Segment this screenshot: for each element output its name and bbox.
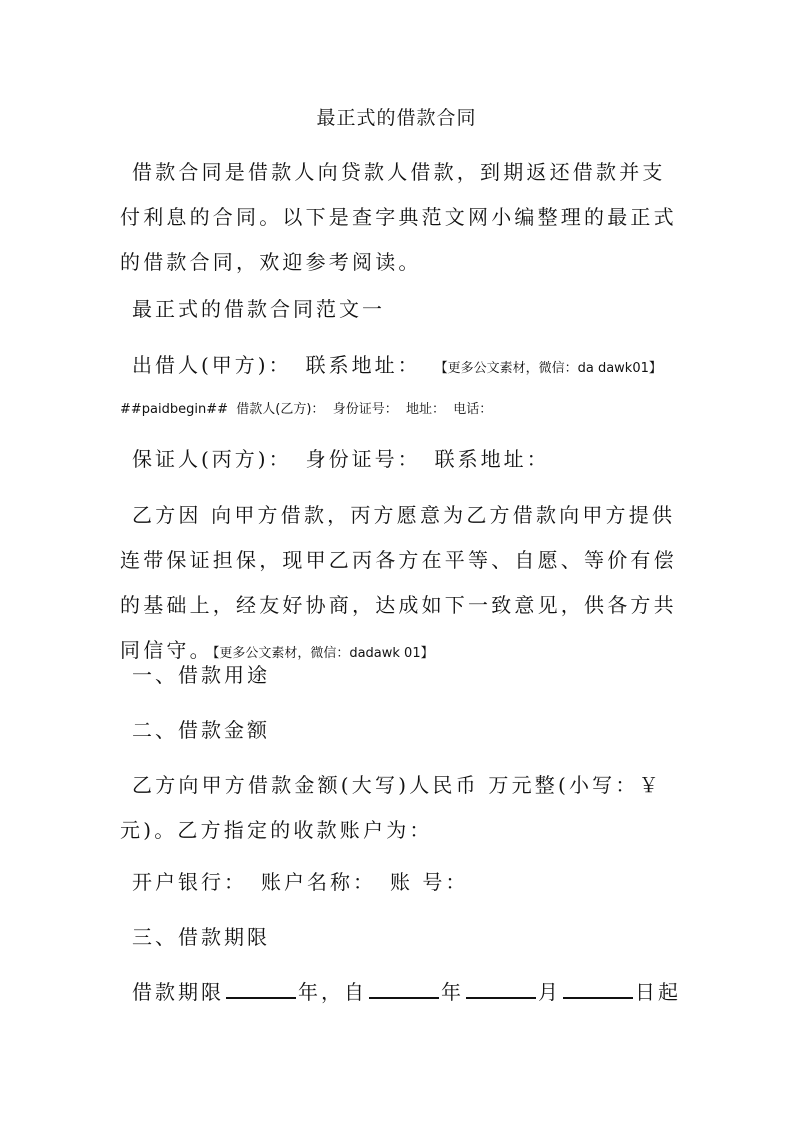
agreement-paragraph [120, 493, 680, 673]
intro-paragraph: 借款合同是借款人向贷款人借款，到期返还借款并支付利息的合同。以下是查字典范文网小编整理的最正式的借款合同，欢迎参考阅读。 [120, 160, 677, 274]
promo-note-2: 【更多公文素材，微信：dadawk 01】 [212, 646, 434, 661]
term-year2: 年 [441, 980, 464, 1004]
account-name-label: 账户名称： [261, 870, 376, 894]
bank-label: 开户银行： [132, 870, 247, 894]
borrower-label: 借款人(乙方)： [236, 402, 325, 417]
start-month-blank[interactable] [466, 977, 536, 999]
promo-note-1: 【更多公文素材，微信：da dawk01】 [434, 361, 662, 376]
borrower-line [120, 400, 680, 420]
clause-1-heading: 一、借款用途 [132, 663, 270, 687]
document-title: 最正式的借款合同 [316, 107, 477, 129]
lender-address-label: 联系地址： [305, 353, 421, 377]
agreement-text: 乙方因 向甲方借款，丙方愿意为乙方借款向甲方提供连带保证担保，现甲乙丙各方在平等、自愿、等价有偿的基础上，经友好协商，达成如下一致意见，供各方共同信守。 [120, 503, 677, 662]
clause-3-heading: 三、借款期限 [132, 925, 270, 949]
borrower-id-label: 身份证号： [332, 402, 398, 417]
guarantor-line [120, 437, 692, 482]
start-day-blank[interactable] [563, 977, 633, 999]
guarantor-id-label: 身份证号： [305, 447, 421, 471]
term-day: 日起 [635, 980, 681, 1004]
section-title: 最正式的借款合同范文一 [132, 297, 385, 321]
lender-line [120, 343, 692, 391]
loan-term-line [120, 970, 692, 1015]
term-prefix: 借款期限 [132, 980, 224, 1004]
term-years-blank[interactable] [226, 977, 296, 999]
clause-2-heading: 二、借款金额 [132, 718, 270, 742]
paid-begin-marker: ##paidbegin## [120, 402, 229, 417]
lender-label: 出借人(甲方)： [132, 353, 292, 377]
borrower-phone-label: 电话： [453, 402, 493, 417]
bank-account-line [120, 860, 692, 905]
term-month: 月 [538, 980, 561, 1004]
amount-paragraph: 乙方向甲方借款金额(大写)人民币 万元整(小写：￥ 元)。乙方指定的收款账户为： [120, 773, 662, 842]
start-year-blank[interactable] [369, 977, 439, 999]
account-number-label: 账 号： [390, 870, 469, 894]
guarantor-label: 保证人(丙方)： [132, 447, 292, 471]
guarantor-address-label: 联系地址： [434, 447, 550, 471]
term-year-suffix: 年，自 [298, 980, 367, 1004]
borrower-address-label: 地址： [405, 402, 445, 417]
